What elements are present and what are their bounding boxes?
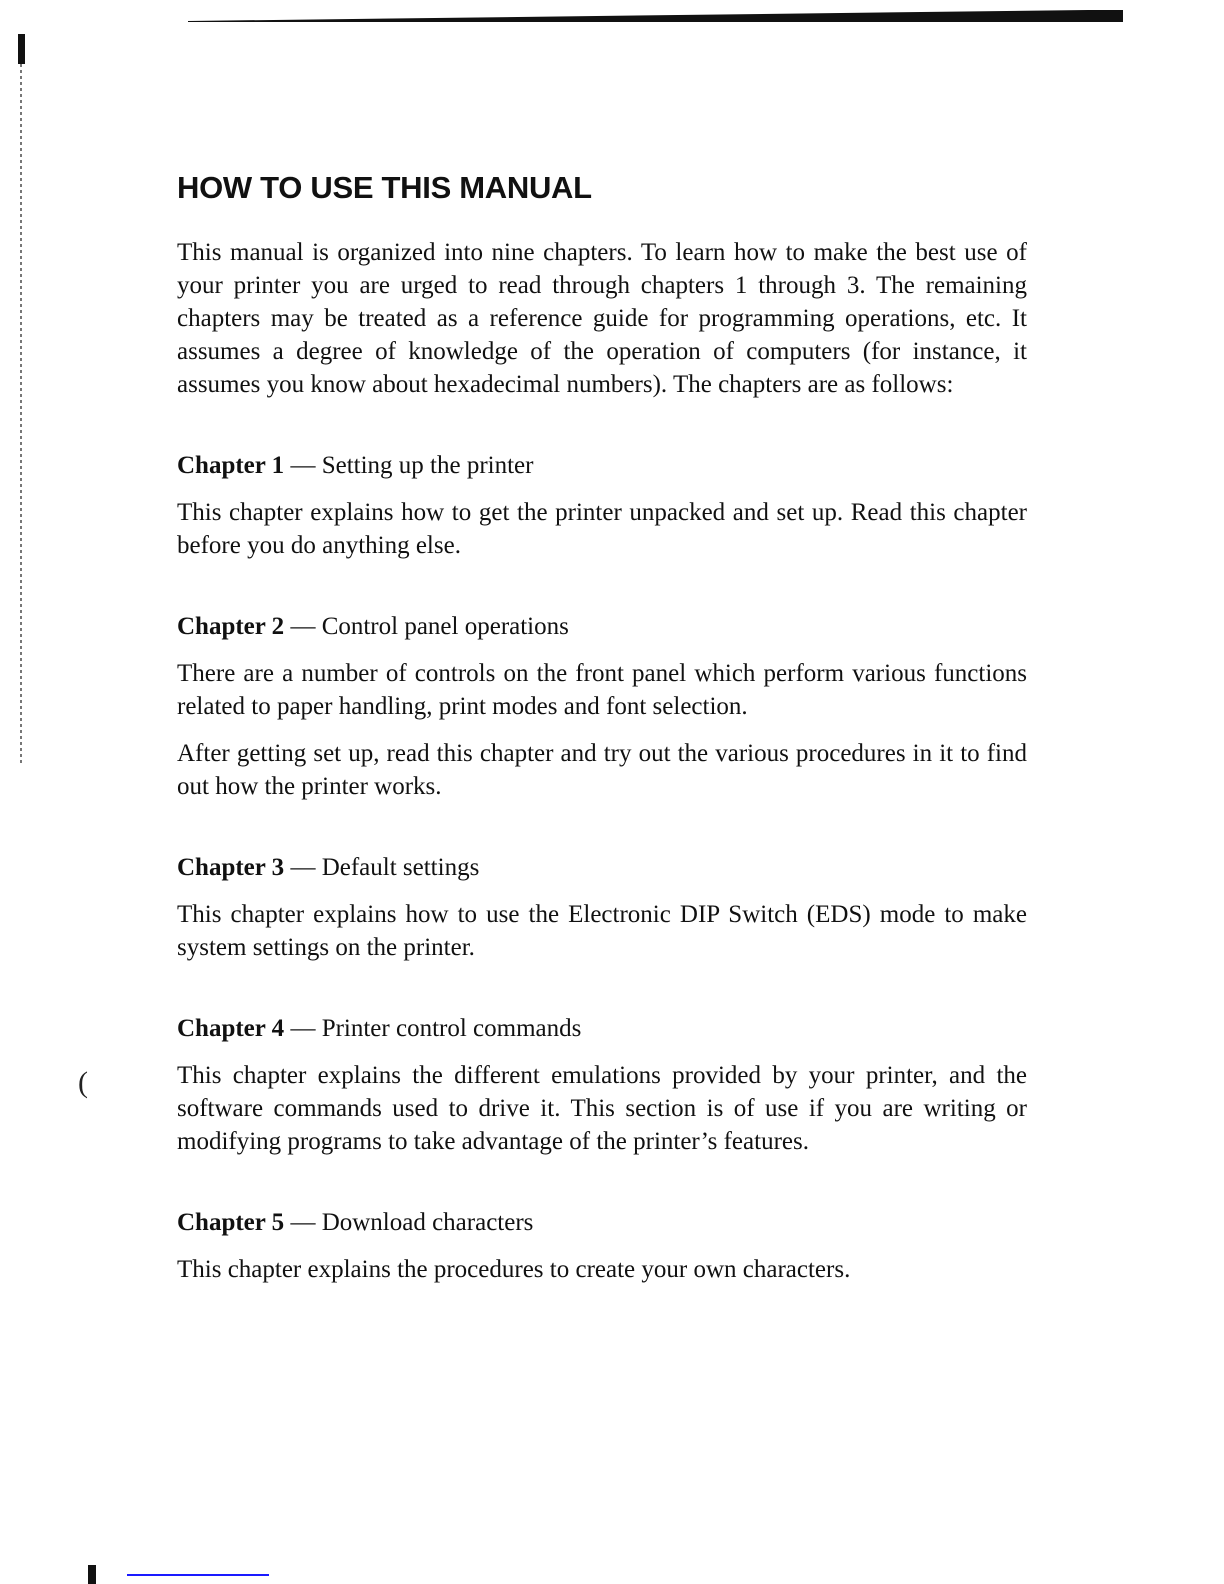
scan-artifact-corner-mark bbox=[88, 1565, 96, 1584]
chapter-description: There are a number of controls on the front panel which perform various functions related to paper handling, print modes and font selection. bbox=[177, 660, 1027, 720]
chapter-4-section bbox=[177, 1012, 1027, 1158]
chapter-heading: Chapter 5 — Download characters bbox=[177, 1209, 534, 1236]
chapter-2-section bbox=[177, 610, 1027, 803]
chapter-description: This chapter explains how to get the printer unpacked and set up. Read this chapter before you do anything else. bbox=[177, 499, 1027, 559]
chapter-5-section bbox=[177, 1206, 1027, 1286]
chapter-heading: Chapter 2 — Control panel operations bbox=[177, 613, 569, 640]
chapter-3-section bbox=[177, 851, 1027, 964]
scan-artifact-left-edge bbox=[18, 34, 28, 764]
chapter-1-section bbox=[177, 449, 1027, 562]
scan-artifact-top-line bbox=[188, 10, 1123, 22]
chapter-heading: Chapter 3 — Default settings bbox=[177, 854, 480, 881]
page-content bbox=[177, 170, 1027, 1334]
chapter-description: This chapter explains how to use the Electronic DIP Switch (EDS) mode to make system settings on the printer. bbox=[177, 901, 1027, 961]
intro-paragraph: This manual is organized into nine chapters. To learn how to make the best use of your printer you are urged to read through chapters 1 through 3. The remaining chapters may be treated as a reference guide for programming operations, etc. It assumes a degree of knowledge of the operation of computers (for instance, it assumes you know about hexadecimal numbers). The chapters are as follows: bbox=[177, 239, 1027, 398]
chapter-heading: Chapter 4 — Printer control commands bbox=[177, 1015, 582, 1042]
page-title: HOW TO USE THIS MANUAL bbox=[177, 170, 592, 205]
chapter-description: After getting set up, read this chapter and try out the various procedures in it to find out how the printer works. bbox=[177, 740, 1027, 800]
chapter-description: This chapter explains the different emulations provided by your printer, and the software commands used to drive it. This section is of use if you are writing or modifying programs to take advantage of the printer’s features. bbox=[177, 1062, 1027, 1155]
chapter-heading: Chapter 1 — Setting up the printer bbox=[177, 452, 534, 479]
chapter-description: This chapter explains the procedures to create your own characters. bbox=[177, 1256, 851, 1283]
scan-artifact-bracket: ( bbox=[78, 1066, 88, 1099]
scan-artifact-blue-line bbox=[127, 1574, 269, 1576]
